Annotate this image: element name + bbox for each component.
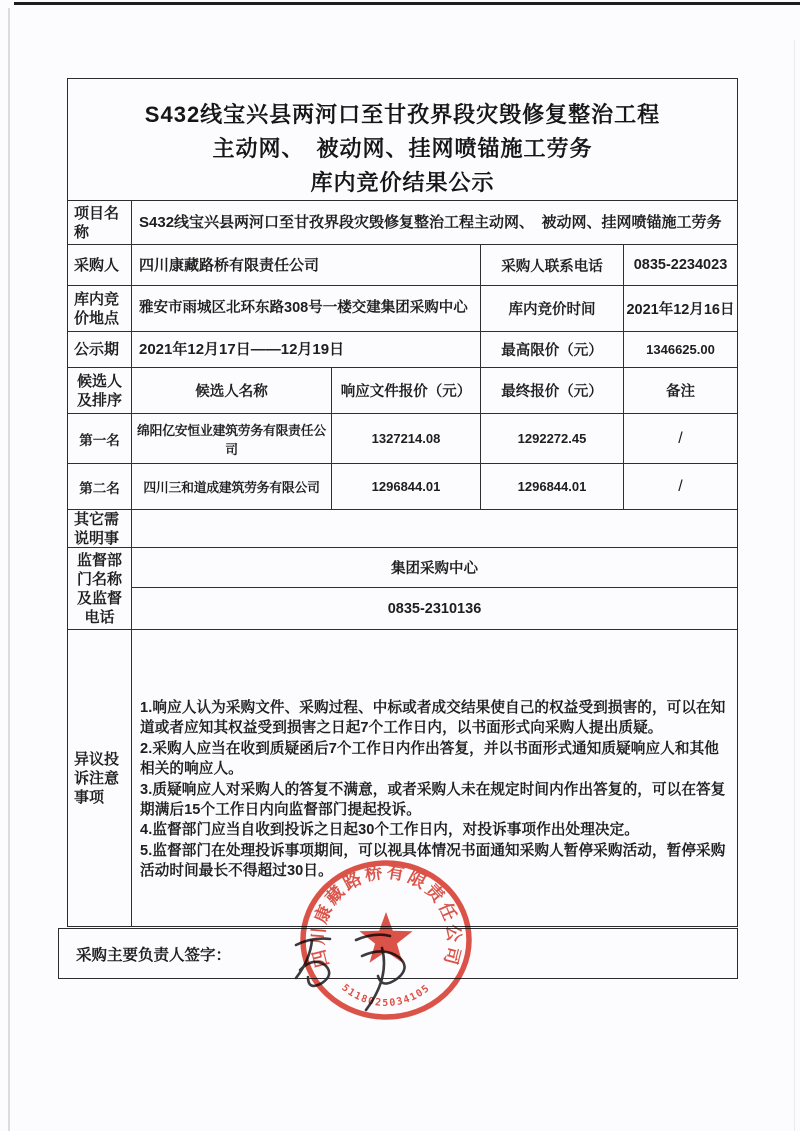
candidates-header-rank: 候选人及排序 xyxy=(68,368,132,414)
purchaser-phone-label: 采购人联系电话 xyxy=(481,245,624,286)
seal-serial-number: 5118025034105 xyxy=(339,982,433,1009)
company-seal xyxy=(298,858,474,1024)
candidates-header-final-price: 最终报价（元） xyxy=(481,368,624,414)
candidate-1-doc-price: 1327214.08 xyxy=(332,414,481,464)
candidate-2-rank: 第二名 xyxy=(68,464,132,510)
candidates-header-remark: 备注 xyxy=(624,368,737,414)
candidate-2-name: 四川三和道成建筑劳务有限公司 xyxy=(132,464,332,510)
project-name-label: 项目名称 xyxy=(68,201,132,245)
bid-time-label: 库内竞价时间 xyxy=(481,286,624,332)
seal-company-text: 四川康藏路桥有限责任公司 xyxy=(307,861,465,970)
table-grid xyxy=(68,201,737,926)
purchaser-phone-value: 0835-2234023 xyxy=(624,245,737,286)
seal-star-icon xyxy=(359,912,412,963)
supervision-values xyxy=(132,548,737,630)
objection-item-5: 5.监督部门在处理投诉事项期间，可以视具体情况书面通知采购人暂停采购活动，暂停采购活动时间最长不得超过30日。 xyxy=(140,842,726,880)
candidate-1-final-price: 1292272.45 xyxy=(481,414,624,464)
scan-edge-right xyxy=(794,40,796,1131)
objection-item-2: 2.采购人应当在收到质疑函后7个工作日内作出答复，并以书面形式通知质疑响应人和其他相关的响应人。 xyxy=(140,740,719,778)
candidate-1-name: 绵阳亿安恒业建筑劳务有限责任公司 xyxy=(132,414,332,464)
supervision-department: 集团采购中心 xyxy=(132,548,737,588)
purchaser-label: 采购人 xyxy=(68,245,132,286)
title-line-2: 主动网、 被动网、挂网喷锚施工劳务 xyxy=(212,136,593,161)
candidate-1-remark: / xyxy=(624,414,737,464)
bid-time-value: 2021年12月16日 xyxy=(624,286,737,332)
bid-result-table xyxy=(67,78,738,927)
scan-edge-left xyxy=(8,8,10,1131)
bid-place-label: 库内竞价地点 xyxy=(68,286,132,332)
purchaser-value: 四川康藏路桥有限责任公司 xyxy=(132,245,481,286)
scan-edge-top xyxy=(14,2,800,5)
publicity-period-label: 公示期 xyxy=(68,332,132,368)
title-line-3: 库内竞价结果公示 xyxy=(310,170,495,195)
max-price-label: 最高限价（元） xyxy=(481,332,624,368)
candidate-2-doc-price: 1296844.01 xyxy=(332,464,481,510)
max-price-value: 1346625.00 xyxy=(624,332,737,368)
supervision-label: 监督部门名称及监督电话 xyxy=(68,548,132,630)
signature-label: 采购主要负责人签字： xyxy=(76,946,232,964)
objection-label: 异议投诉注意事项 xyxy=(68,630,132,926)
candidate-2-final-price: 1296844.01 xyxy=(481,464,624,510)
candidate-1-rank: 第一名 xyxy=(68,414,132,464)
objection-item-4: 4.监督部门应当自收到投诉之日起30个工作日内，对投诉事项作出处理决定。 xyxy=(140,822,640,839)
title-line-1: S432线宝兴县两河口至甘孜界段灾毁修复整治工程 xyxy=(144,102,661,127)
supervision-phone: 0835-2310136 xyxy=(387,600,482,617)
candidates-header-name: 候选人名称 xyxy=(132,368,332,414)
other-notes-value xyxy=(132,510,737,548)
other-notes-label: 其它需说明事 xyxy=(68,510,132,548)
publicity-period-value: 2021年12月17日——12月19日 xyxy=(132,332,481,368)
objection-item-1: 1.响应人认为采购文件、采购过程、中标或者成交结果使自己的权益受到损害的，可以在知道或者应知其权益受到损害之日起7个工作日内，以书面形式向采购人提出质疑。 xyxy=(140,700,726,737)
bid-place-value: 雅安市雨城区北环东路308号一楼交建集团采购中心 xyxy=(132,286,481,332)
candidate-2-remark: / xyxy=(624,464,737,510)
project-name-value: S432线宝兴县两河口至甘孜界段灾毁修复整治工程主动网、 被动网、挂网喷锚施工劳务 xyxy=(132,201,737,245)
document-title xyxy=(68,79,737,201)
candidates-header-doc-price: 响应文件报价（元） xyxy=(332,368,481,414)
objection-item-3: 3.质疑响应人对采购人的答复不满意，或者采购人未在规定时间内作出答复的，可以在答复期满后15个工作日内向监督部门提起投诉。 xyxy=(140,781,726,819)
